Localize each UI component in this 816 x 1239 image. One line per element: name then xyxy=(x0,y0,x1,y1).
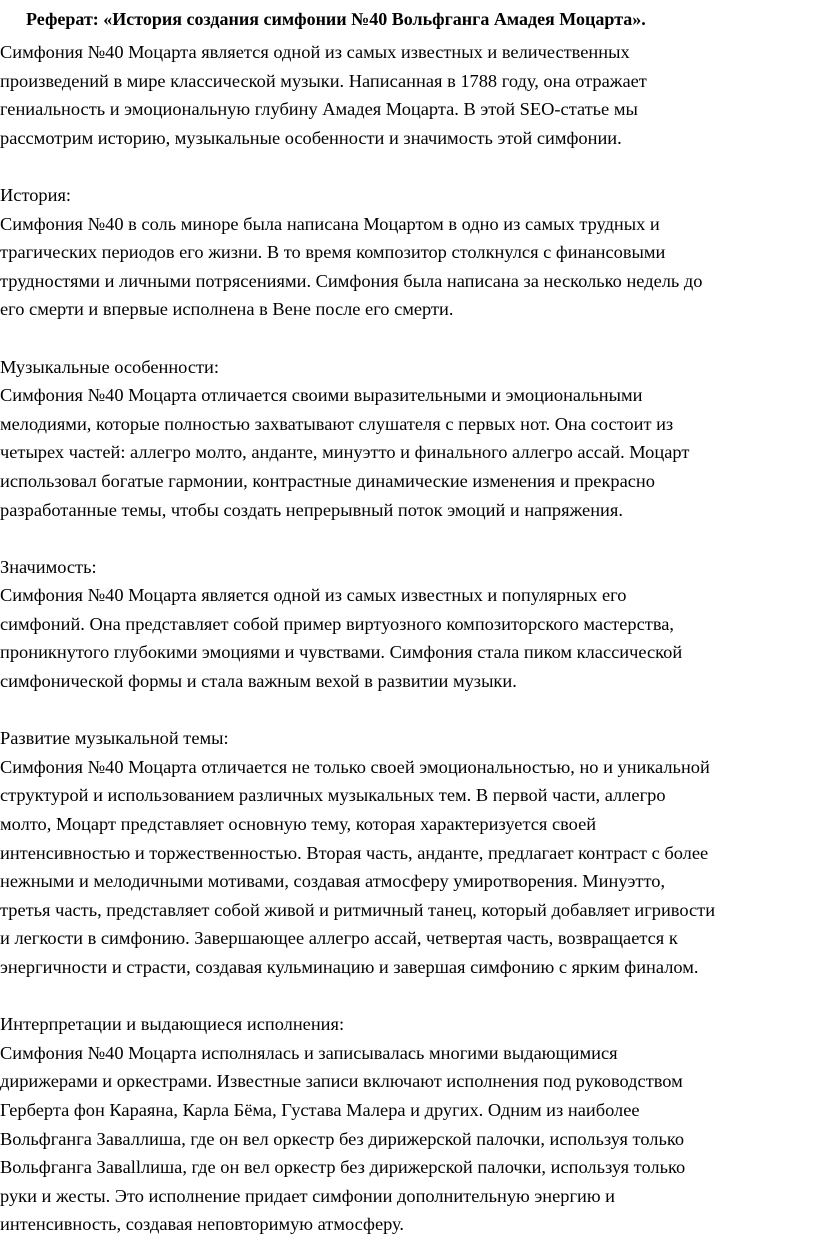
significance-section xyxy=(0,553,816,696)
text-line: симфоний. Она представляет собой пример виртуозного композиторского мастерства, xyxy=(0,613,675,634)
text-line: интенсивность, создавая неповторимую атмосферу. xyxy=(0,1214,405,1235)
text-line: Вольфганга Завallлиша, где он вел оркестр без дирижерской палочки, используя только xyxy=(0,1157,686,1178)
text-line: Симфония №40 Моцарта исполнялась и записывалась многими выдающимися xyxy=(0,1042,618,1063)
text-line: мелодиями, которые полностью захватывают слушателя с первых нот. Она состоит из xyxy=(0,413,674,434)
text-line: проникнутого глубокими эмоциями и чувствами. Симфония стала пиком классической xyxy=(0,642,683,663)
history-section xyxy=(0,181,816,324)
text-line: произведений в мире классической музыки. Написанная в 1788 году, она отражает xyxy=(0,70,647,91)
text-line: молто, Моцарт представляет основную тему, которая характеризуется своей xyxy=(0,814,597,835)
text-line: Симфония №40 Моцарта отличается не только своей эмоциональностью, но и уникальной xyxy=(0,756,710,777)
text-line: Герберта фон Караяна, Карла Бёма, Густава Малера и других. Одним из наиболее xyxy=(0,1099,640,1120)
text-line: его смерти и впервые исполнена в Вене после его смерти. xyxy=(0,299,454,320)
section-heading: История: xyxy=(0,184,72,205)
text-line: структурой и использованием различных музыкальных тем. В первой части, аллегро xyxy=(0,785,666,806)
text-line: руки и жесты. Это исполнение придает симфонии дополнительную энергию и xyxy=(0,1185,616,1206)
text-line: интенсивностью и торжественностью. Вторая часть, анданте, предлагает контраст с более xyxy=(0,842,709,863)
text-line: дирижерами и оркестрами. Известные записи включают исполнения под руководством xyxy=(0,1071,683,1092)
text-line: использовал богатые гармонии, контрастные динамические изменения и прекрасно xyxy=(0,470,655,491)
document-body xyxy=(0,38,816,1239)
text-line: трудностями и личными потрясениями. Симфония была написана за несколько недель до xyxy=(0,270,703,291)
text-line: третья часть, представляет собой живой и ритмичный танец, который добавляет игривости xyxy=(0,899,716,920)
section-heading: Интерпретации и выдающиеся исполнения: xyxy=(0,1014,345,1035)
text-line: нежными и мелодичными мотивами, создавая атмосферу умиротворения. Минуэтто, xyxy=(0,871,666,892)
text-line: Вольфганга Заваллиша, где он вел оркестр без дирижерской палочки, используя только xyxy=(0,1128,685,1149)
text-line: Симфония №40 Моцарта отличается своими выразительными и эмоциональными xyxy=(0,385,643,406)
document-title: Реферат: «История создания симфонии №40 Вольфганга Амадея Моцарта». xyxy=(26,9,646,29)
section-heading: Значимость: xyxy=(0,556,97,577)
text-line: симфонической формы и стала важным вехой в развитии музыки. xyxy=(0,671,517,692)
interpretations-section xyxy=(0,1010,816,1239)
text-line: гениальность и эмоциональную глубину Амадея Моцарта. В этой SEO-статье мы xyxy=(0,99,638,120)
text-line: энергичности и страсти, создавая кульминацию и завершая симфонию с ярким финалом. xyxy=(0,957,699,977)
section-heading: Развитие музыкальной темы: xyxy=(0,728,229,749)
text-line: Симфония №40 Моцарта является одной из самых известных и величественных xyxy=(0,42,630,62)
section-heading: Музыкальные особенности: xyxy=(0,356,219,377)
text-line: Симфония №40 в соль миноре была написана Моцартом в одно из самых трудных и xyxy=(0,213,660,234)
text-line: трагических периодов его жизни. В то время композитор столкнулся с финансовыми xyxy=(0,242,666,263)
text-line: и легкости в симфонию. Завершающее аллегро ассай, четвертая часть, возвращается к xyxy=(0,928,678,949)
text-line: рассмотрим историю, музыкальные особенности и значимость этой симфонии. xyxy=(0,127,622,148)
text-line: разработанные темы, чтобы создать непрерывный поток эмоций и напряжения. xyxy=(0,499,623,520)
musical-features-section xyxy=(0,353,816,525)
text-line: четырех частей: аллегро молто, анданте, минуэтто и финального аллегро ассай. Моцарт xyxy=(0,442,690,463)
theme-development-section xyxy=(0,724,816,981)
text-line: Симфония №40 Моцарта является одной из самых известных и популярных его xyxy=(0,585,627,606)
intro-paragraph xyxy=(0,38,816,152)
